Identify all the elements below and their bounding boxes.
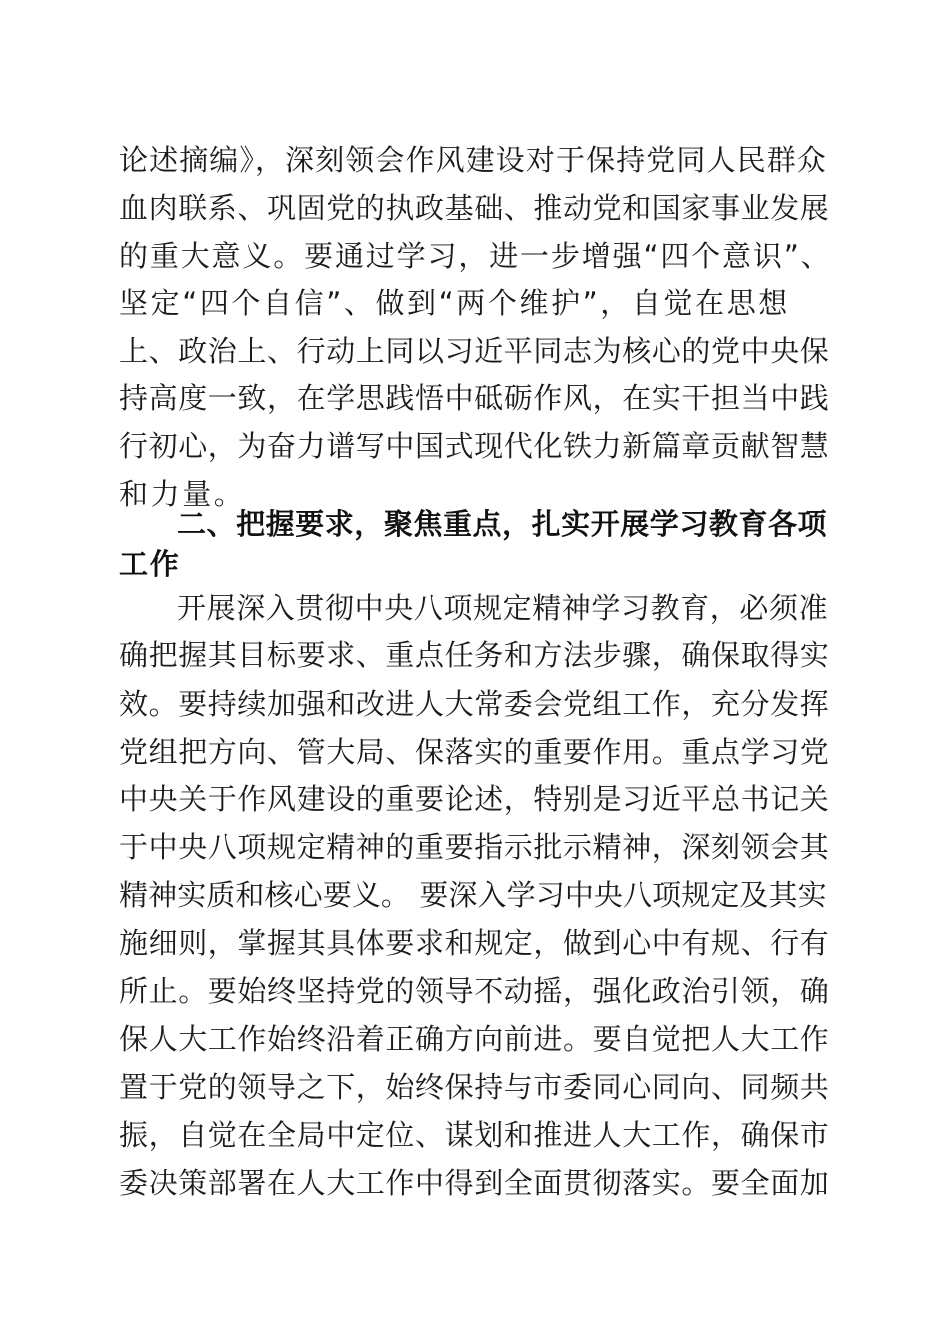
paragraph-line: 党组把方向、管大局、保落实的重要作用。重点学习党 — [119, 735, 830, 769]
paragraph-line: 持高度一致，在学思践悟中砥砺作风，在实干担当中践 — [119, 381, 830, 415]
paragraph-line: 血肉联系、巩固党的执政基础、推动党和国家事业发展 — [119, 191, 830, 225]
paragraph-line: 行初心，为奋力谱写中国式现代化铁力新篇章贡献智慧 — [119, 429, 830, 463]
paragraph-line: 上、政治上、行动上同以习近平同志为核心的党中央保 — [119, 334, 830, 368]
paragraph-line: 效。要持续加强和改进人大常委会党组工作，充分发挥 — [119, 687, 830, 721]
paragraph-line: 的重大意义。要通过学习，进一步增强“四个意识”、 — [119, 239, 832, 273]
paragraph-line: 和力量。 — [119, 477, 246, 511]
paragraph-line: 所止。要始终坚持党的领导不动摇，强化政治引领，确 — [119, 974, 830, 1008]
paragraph-line: 确把握其目标要求、重点任务和方法步骤，确保取得实 — [119, 638, 830, 672]
heading-line: 二、把握要求，聚焦重点，扎实开展学习教育各项 — [177, 507, 828, 541]
paragraph-line: 振，自觉在全局中定位、谋划和推进人大工作，确保市 — [119, 1118, 830, 1152]
paragraph-line: 精神实质和核心要义。 要深入学习中央八项规定及其实 — [119, 878, 827, 912]
paragraph-line: 保人大工作始终沿着正确方向前进。要自觉把人大工作 — [119, 1022, 830, 1056]
paragraph-line: 施细则，掌握其具体要求和规定，做到心中有规、行有 — [119, 926, 830, 960]
paragraph-line: 中央关于作风建设的重要论述，特别是习近平总书记关 — [119, 782, 830, 816]
paragraph-line: 开展深入贯彻中央八项规定精神学习教育，必须准 — [177, 591, 829, 625]
paragraph-line: 坚定“四个自信”、做到“两个维护”，自觉在思想 — [119, 286, 790, 320]
paragraph-line: 论述摘编》，深刻领会作风建设对于保持党同人民群众 — [119, 143, 827, 177]
paragraph-line: 于中央八项规定精神的重要指示批示精神，深刻领会其 — [119, 830, 830, 864]
paragraph-line: 委决策部署在人大工作中得到全面贯彻落实。要全面加 — [119, 1166, 830, 1200]
paragraph-line: 置于党的领导之下，始终保持与市委同心同向、同频共 — [119, 1070, 830, 1104]
heading-line: 工作 — [119, 547, 181, 581]
